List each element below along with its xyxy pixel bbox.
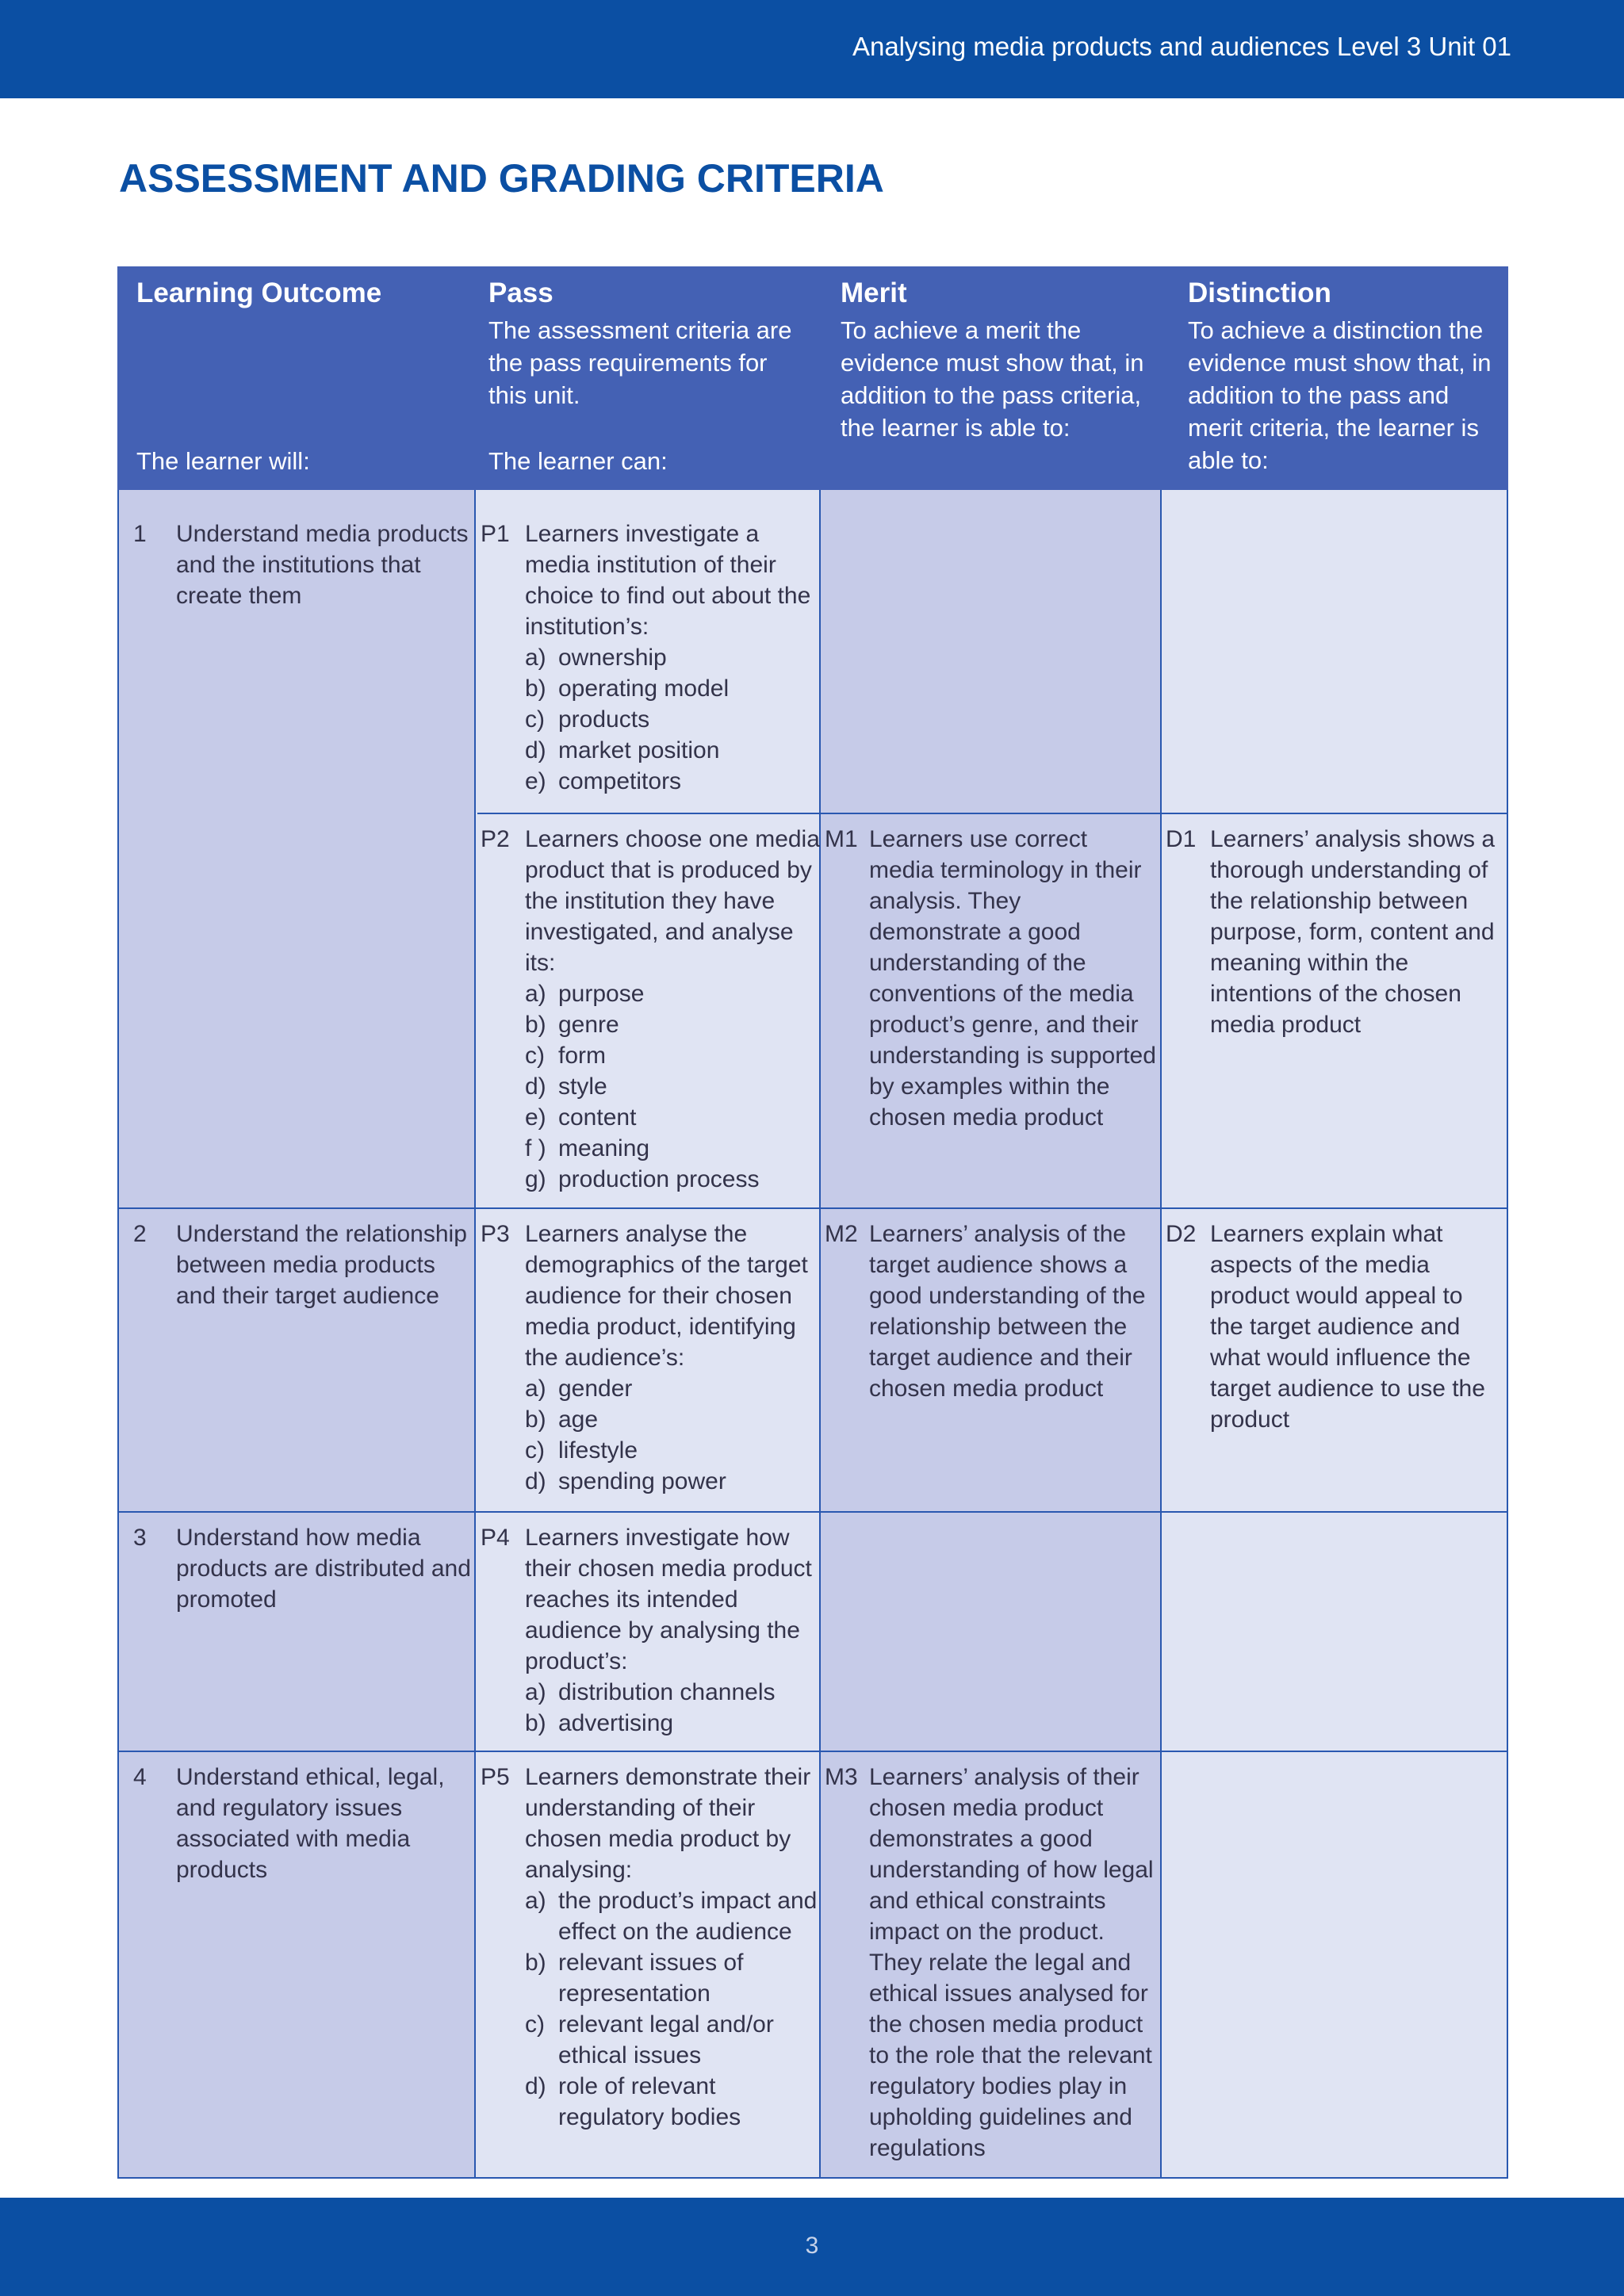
list-item: d) spending power bbox=[525, 1468, 726, 1494]
header-title: Analysing media products and audiences Level 3 Unit 01 bbox=[852, 32, 1511, 61]
header-distinction: Distinction To achieve a distinction the evidence must show that, in addition to the pass and merit criteria, the learner is able to: bbox=[1188, 277, 1492, 474]
outcome-2: 2 Understand the relationship between media products and their target audience bbox=[133, 1221, 467, 1309]
pass-criterion-p2: P2 Learners choose one media product that is produced by the institution they have investigated, and analyse its: a) purpose b) genre c) form d) style e) content f ) meaning g) production process bbox=[476, 814, 820, 1207]
page-title: ASSESSMENT AND GRADING CRITERIA bbox=[119, 156, 884, 201]
list-item: a) distribution channels bbox=[525, 1679, 776, 1705]
outcome-1: 1 Understand media products and the institutions that create them bbox=[133, 521, 469, 609]
list-item: d) market position bbox=[525, 737, 720, 763]
header-bar bbox=[0, 0, 1624, 98]
list-item: b) age bbox=[525, 1406, 599, 1433]
list-item: a) the product’s impact and effect on the audience bbox=[525, 1888, 818, 1945]
list-item: e) competitors bbox=[525, 768, 682, 794]
page-number: 3 bbox=[805, 2233, 819, 2259]
footer-bar bbox=[0, 2198, 1624, 2296]
distinction-criterion-d1: D1 Learners’ analysis shows a thorough understanding of the relationship between purpose, form, content and meaning within the intentions of the chosen media product bbox=[1166, 826, 1496, 1038]
distinction-criterion-d2: D2 Learners explain what aspects of the media product would appeal to the target audience and what would influence the target audience to use the product bbox=[1166, 1221, 1485, 1433]
list-item: c) lifestyle bbox=[525, 1437, 638, 1464]
pass-criterion-p1: P1 Learners investigate a media institution of their choice to find out about the institution’s: a) ownership b) operating model c) products d) market position e) competitors bbox=[476, 490, 820, 813]
list-item: d) role of relevant regulatory bodies bbox=[525, 2073, 741, 2130]
grading-table bbox=[117, 266, 1508, 2179]
merit-criterion-m1: M1 Learners use correct media terminology in their analysis. They demonstrate a good understanding of the conventions of the media product’s genre, and their understanding is supported by examples within the chosen media product bbox=[825, 826, 1156, 1131]
grid-line bbox=[117, 2177, 1508, 2179]
list-item: c) relevant legal and/or ethical issues bbox=[525, 2011, 774, 2068]
list-item: c) form bbox=[525, 1043, 606, 1069]
list-item: d) style bbox=[525, 1073, 607, 1100]
list-item: e) content bbox=[525, 1104, 637, 1131]
list-item: b) operating model bbox=[525, 675, 730, 702]
list-item: b) genre bbox=[525, 1012, 619, 1038]
list-item: b) advertising bbox=[525, 1710, 674, 1736]
list-item: a) purpose bbox=[525, 981, 645, 1007]
merit-criterion-m3: M3 Learners’ analysis of their chosen media product demonstrates a good understanding of how legal and ethical constraints impact on the product. They relate the legal and ethical issues analysed for the chosen media product to the role that the relevant regulatory bodies play in upholding guidelines and regulations bbox=[825, 1764, 1154, 2161]
outcome-4: 4 Understand ethical, legal, and regulatory issues associated with media products bbox=[133, 1764, 445, 1883]
list-item: b) relevant issues of representation bbox=[525, 1950, 744, 2007]
list-item: a) gender bbox=[525, 1376, 633, 1402]
pass-criterion-p3: P3 Learners analyse the demographics of the target audience for their chosen media product, identifying the audience’s: a) gender b) age c) lifestyle d) spending power bbox=[476, 1209, 820, 1511]
list-item: a) ownership bbox=[525, 645, 667, 671]
merit-criterion-m2: M2 Learners’ analysis of the target audience shows a good understanding of the relationship between the target audience and their chosen media product bbox=[825, 1221, 1146, 1402]
header-pass: Pass The assessment criteria are the pass requirements for this unit. The learner can: bbox=[488, 277, 792, 475]
list-item: g) production process bbox=[525, 1166, 760, 1192]
outcome-3: 3 Understand how media products are distributed and promoted bbox=[133, 1525, 471, 1613]
pass-criterion-p4: P4 Learners investigate how their chosen media product reaches its intended audience by analysing the product’s: a) distribution channels b) advertising bbox=[476, 1513, 820, 1751]
list-item: f ) meaning bbox=[525, 1135, 650, 1161]
header-merit: Merit To achieve a merit the evidence must show that, in addition to the pass criteria, the learner is able to: bbox=[841, 277, 1144, 442]
list-item: c) products bbox=[525, 706, 650, 733]
pass-criterion-p5: P5 Learners demonstrate their understanding of their chosen media product by analysing: a) the product’s impact and effect on the audience b) relevant issues of representation c) relevant legal and/or ethical issues d) role of relevant regulatory bodies bbox=[476, 1752, 820, 2177]
header-learning-outcome: Learning Outcome The learner will: bbox=[136, 277, 382, 475]
